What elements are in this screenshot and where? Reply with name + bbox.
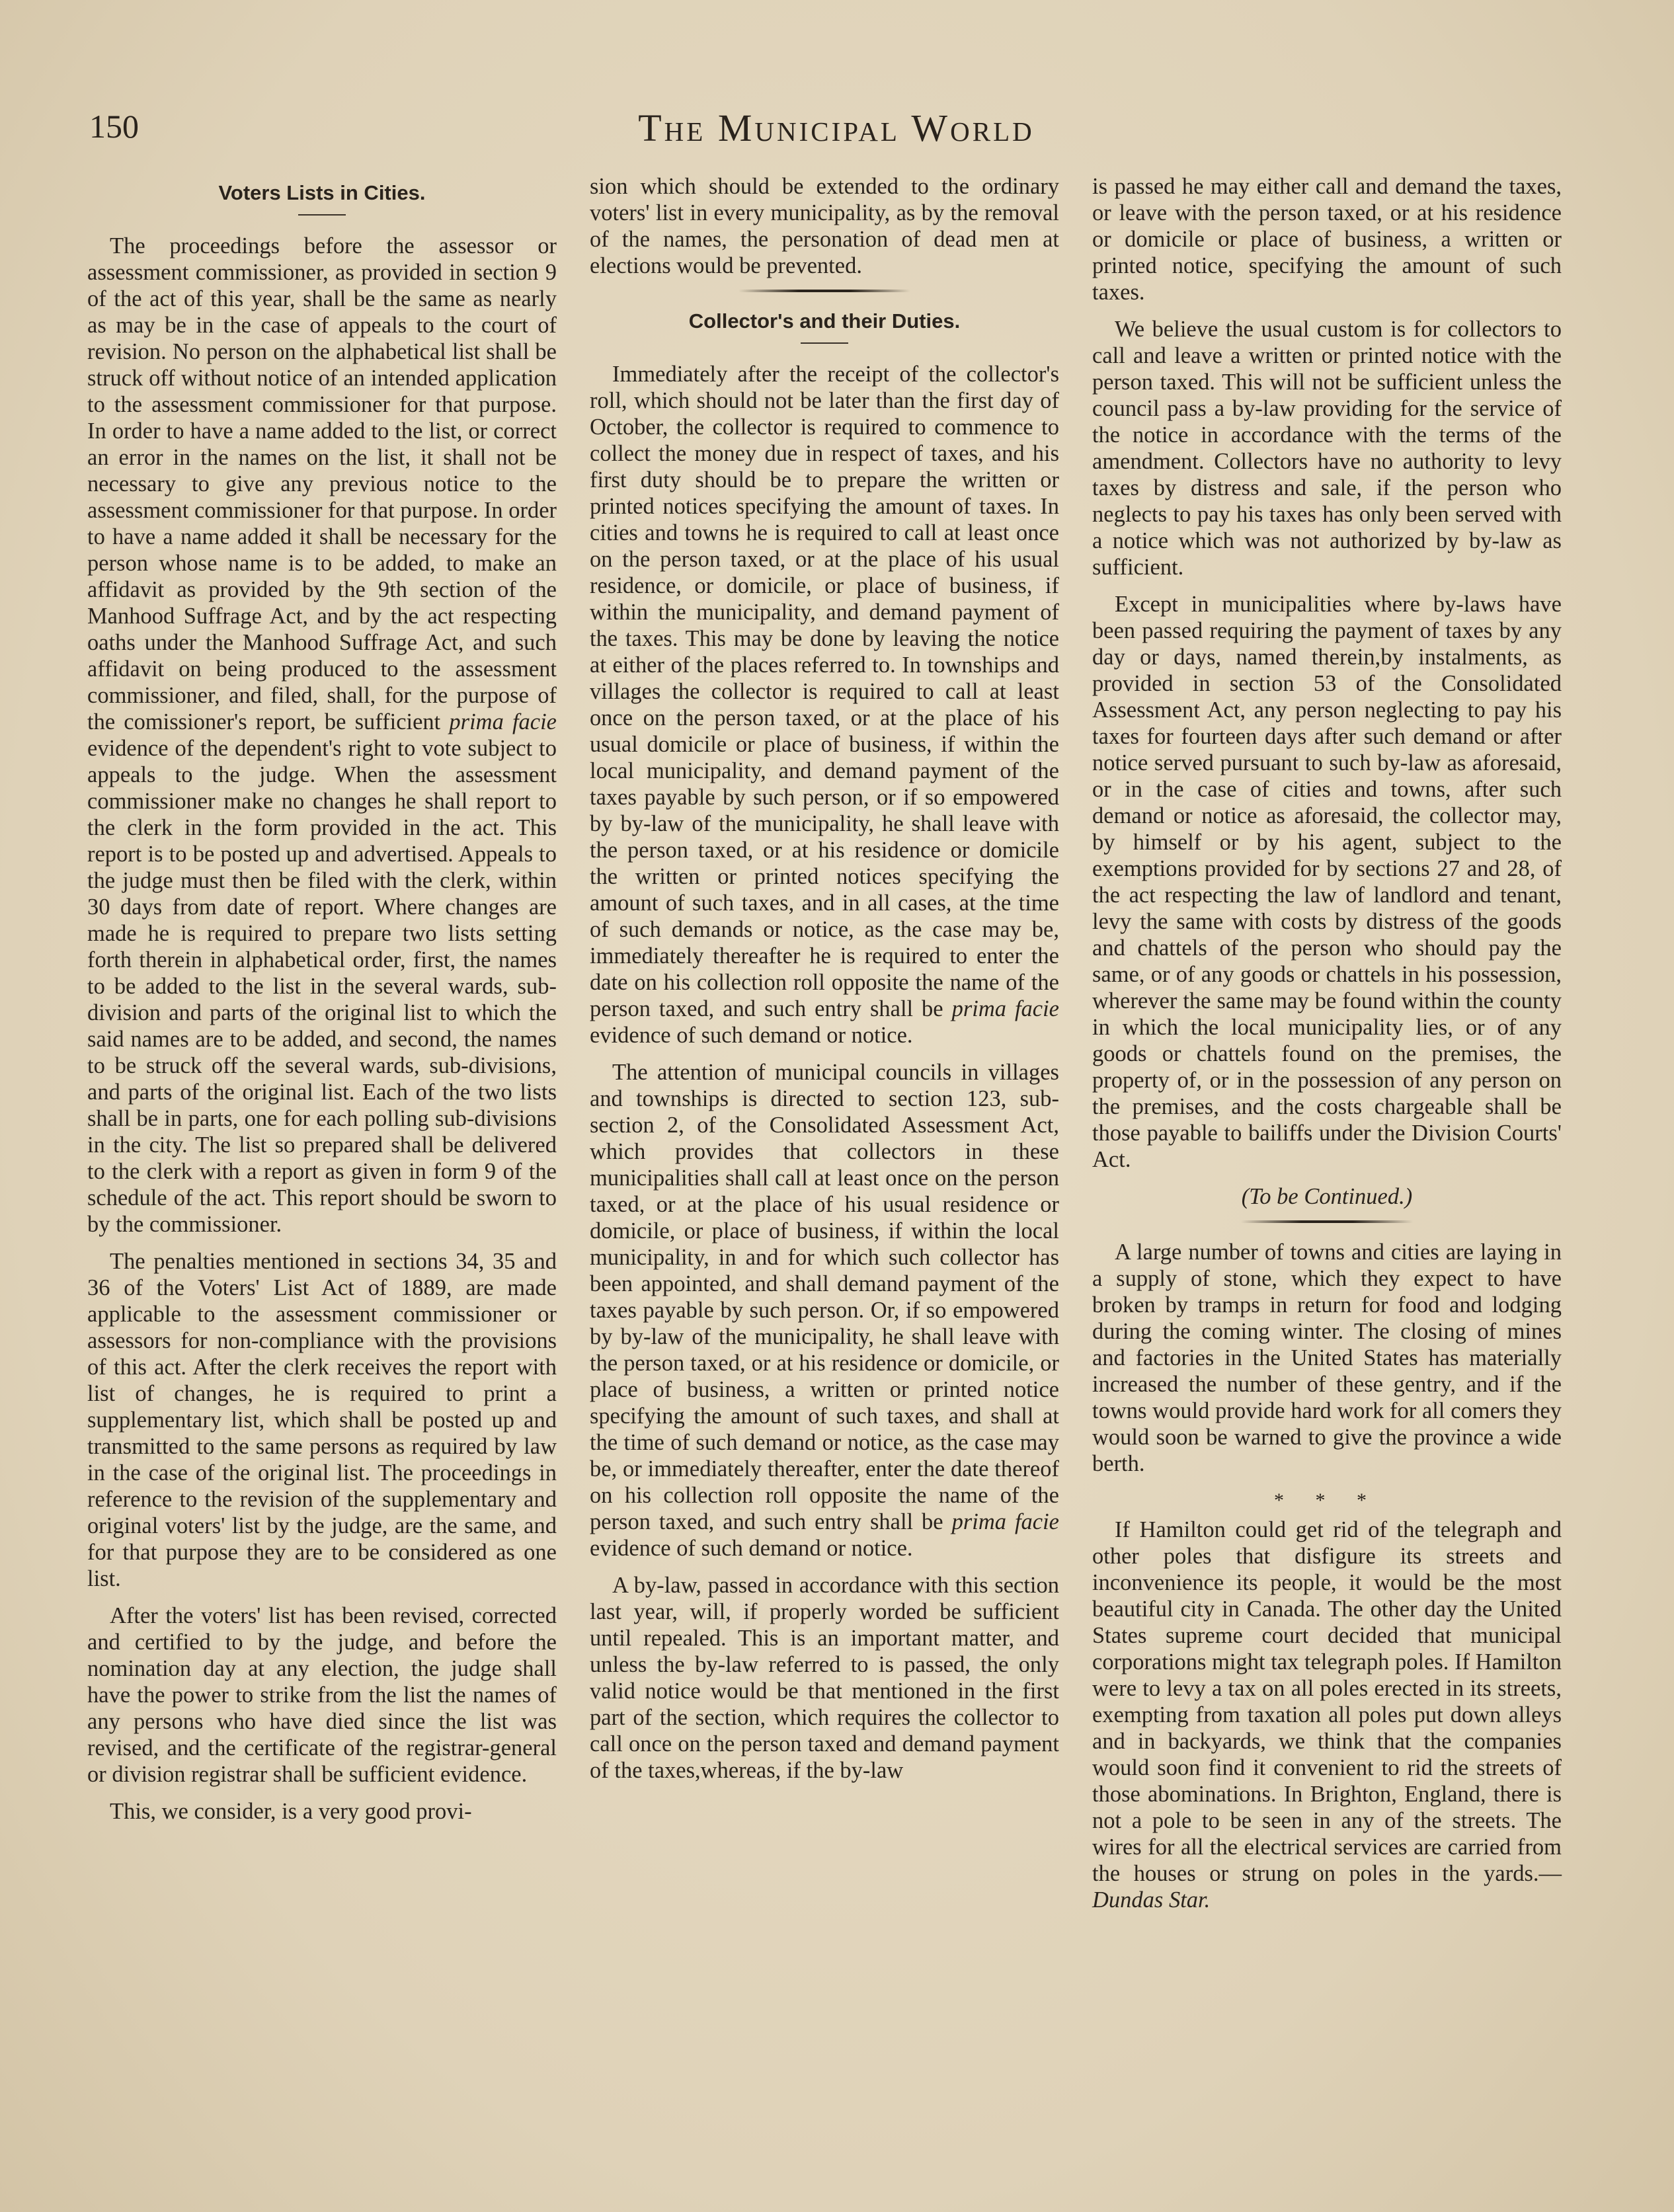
paragraph: We believe the usual custom is for collectors to call and leave a written or printed notice with the person taxed. This will not be sufficient unless the council pass a by-law providing for the service of the notice in accordance with the terms of the amendment. Collectors have no authority to levy taxes by distress and sale, if the person who neglects to pay his taxes has only been served with a notice which was not authorized by by-law as sufficient. xyxy=(1092,317,1562,580)
paragraph-continued: sion which should be extended to the ordinary voters' list in every municipality, as by the removal of the names, the personation of dead men at elections would be prevented. xyxy=(590,174,1059,278)
paragraph: A large number of towns and cities are laying in a supply of stone, which they expect to have broken by tramps in return for food and lodging during the coming winter. The closing of mines and factories in the United States has materially increased the number of these gentry, and if the towns would provide hard work for all comers they would soon be warned to give the province a wide berth. xyxy=(1092,1240,1562,1476)
paragraph: The attention of municipal councils in villages and townships is directed to section 123, sub-section 2, of the Consolidated Assessment Act, which provides that collectors in these municipalities shall call at least once on the person taxed, or at the place of his usual residence or domicile, or place of business, if within the local municipality, in and for which such collector has been appointed, and shall demand payment of the taxes payable by such person. Or, if so empowered by by-law of the municipality, he shall leave with the person taxed, or at his residence or domicile, or place of business, a written or printed notice specifying the amount of such taxes, and shall at the time of such demand or notice, as the case may be, or immediately thereafter, enter the date thereof on his collection roll opposite the name of the person taxed, and such entry shall be prima facie evidence of such demand or notice. xyxy=(590,1060,1059,1561)
italic-phrase: prima facie xyxy=(951,1509,1059,1534)
column-2 xyxy=(590,173,1059,1794)
to-be-continued-note: (To be Continued.) xyxy=(1241,1184,1413,1209)
section-stars: * * * xyxy=(1274,1489,1380,1511)
paragraph: Immediately after the receipt of the collector's roll, which should not be later than the first day of October, the collector is required to commence to collect the money due in respect of taxes, and his first duty should be to prepare the written or printed notices specifying the amount of taxes. In cities and towns he is required to call at least once on the person taxed, or at the place of his usual residence, or domicile, or place of business, if within the municipality, and demand payment of the taxes. This may be done by leaving the notice at either of the places referred to. In townships and villages the collector is required to call at least once on the person taxed, or at the place of his usual domicile or place of business, if within the local municipality, and demand payment of the taxes payable by such person, or if so empowered by by-law of the municipality, he shall leave with the person taxed, or at his residence or domicile the written or printed notices specifying the amount of such taxes, and in all cases, at the time of such demands or notice, as the case may be, immediately thereafter he is required to enter the date on his collection roll opposite the name of the person taxed, and such entry shall be prima facie evidence of such demand or notice. xyxy=(590,362,1059,1048)
paragraph: If Hamilton could get rid of the telegraph and other poles that disfigure its streets and inconvenience its people, it would be the most beautiful city in Canada. The other day the United States supreme court decided that municipal corporations might tax telegraph poles. If Hamilton were to levy a tax on all poles erected in its streets, exempting from taxation all poles put down alleys and in backyards, we think that the companies would soon find it convenient to rid the streets of those abominations. In Brighton, England, there is not a pole to be seen in any of the streets. The wires for all the electrical services are carried from the houses or strung on poles in the yards.— Dundas Star. xyxy=(1092,1517,1562,1913)
article-heading-collectors: Collector's and their Duties. xyxy=(688,309,961,333)
italic-phrase: prima facie xyxy=(951,996,1059,1021)
paragraph: A by-law, passed in accordance with this section last year, will, if properly worded be sufficient until repealed. This is an important matter, and unless the by-law referred to is passed, the only valid notice would be that mentioned in the first part of the section, which requires the collector to call once on the person taxed and demand payment of the taxes,whereas, if the by-law xyxy=(590,1573,1059,1783)
heading-dash xyxy=(298,214,346,216)
column-1 xyxy=(87,173,557,1835)
heading-dash xyxy=(801,342,848,344)
masthead-title: The Municipal World xyxy=(638,106,1035,149)
section-rule xyxy=(1241,1220,1413,1223)
paragraph: This, we consider, is a very good provi- xyxy=(110,1799,472,1824)
article-heading-voters-lists: Voters Lists in Cities. xyxy=(218,181,426,204)
page-number: 150 xyxy=(89,108,139,145)
paragraph-continued: is passed he may either call and demand the taxes, or leave with the person taxed, or at his residence or domicile or place of business, a written or printed notice, specifying the amount of such taxes. xyxy=(1092,174,1562,305)
column-3 xyxy=(1092,173,1562,1924)
italic-phrase: prima facie xyxy=(449,709,557,734)
page-header xyxy=(89,106,1583,159)
paragraph: The proceedings before the assessor or assessment commissioner, as provided in section 9 of the act of this year, shall be the same as nearly as may be in the case of appeals to the court of revision. No person on the alphabetical list shall be struck off without notice of an intended application to the assessment commissioner for that purpose. In order to have a name added to the list, or correct an error in the names on the list, it shall not be necessary to give any previous notice to the assessment commissioner for that purpose. In order to have a name added it shall be necessary for the person whose name is to be added, to make an affidavit as provided by the 9th section of the Manhood Suffrage Act, and by the act respecting oaths under the Manhood Suffrage Act, and such affidavit on being produced to the assessment commissioner, and filed, shall, for the purpose of the comissioner's report, be sufficient prima facie evidence of the dependent's right to vote subject to appeals to the judge. When the assessment commissioner make no changes he shall report to the clerk in the form provided in the act. This report is to be posted up and advertised. Appeals to the judge must then be filed with the clerk, within 30 days from date of report. Where changes are made he is required to prepare two lists setting forth therein in alphabetical order, first, the names to be added to the list in the several wards, sub-division and parts of the original list to which the said names are to be added, and second, the names to be struck off the several wards, sub-divisions, and parts of the original list. Each of the two lists shall be in parts, one for each polling sub-divisions in the city. The list so prepared shall be delivered to the clerk with a report as given in form 9 of the schedule of the act. This report should be sworn to by the commissioner. xyxy=(87,233,557,1237)
paragraph: The penalties mentioned in sections 34, 35 and 36 of the Voters' List Act of 1889, are made applicable to the assessment commissioner or assessors for non-compliance with the provisions of this act. After the clerk receives the report with list of changes, he is required to print a supplementary list, which shall be posted up and transmitted to the same persons as required by law in the case of the original list. The proceedings in reference to the revision of the supplementary and original voters' list by the judge, are the same, and for that purpose they are to be considered as one list. xyxy=(87,1249,557,1591)
section-rule xyxy=(738,290,910,292)
source-credit: Dundas Star. xyxy=(1092,1887,1211,1913)
paragraph: After the voters' list has been revised, corrected and certified to by the judge, and before the nomination day at any election, the judge shall have the power to strike from the list the names of any persons who have died since the list was revised, and the certificate of the registrar-general or division registrar shall be sufficient evidence. xyxy=(87,1603,557,1787)
paragraph: Except in municipalities where by-laws have been passed requiring the payment of taxes by any day or days, named therein,by instalments, as provided in section 53 of the Consolidated Assessment Act, any person neglecting to pay his taxes for fourteen days after such demand or after notice served pursuant to such by-law as aforesaid, or in the case of cities and towns, after such demand or notice as aforesaid, the collector may, by himself or by his agent, subject to the exemptions provided for by sections 27 and 28, of the act respecting the law of landlord and tenant, levy the same with costs by distress of the goods and chattels of the person who should pay the same, or of any goods or chattels in his possession, wherever the same may be found within the county in which the local municipality lies, or of any goods or chattels found on the premises, the property of, or in the possession of any person on the premises, and the costs chargeable shall be those payable to bailiffs under the Division Courts' Act. xyxy=(1092,592,1562,1172)
